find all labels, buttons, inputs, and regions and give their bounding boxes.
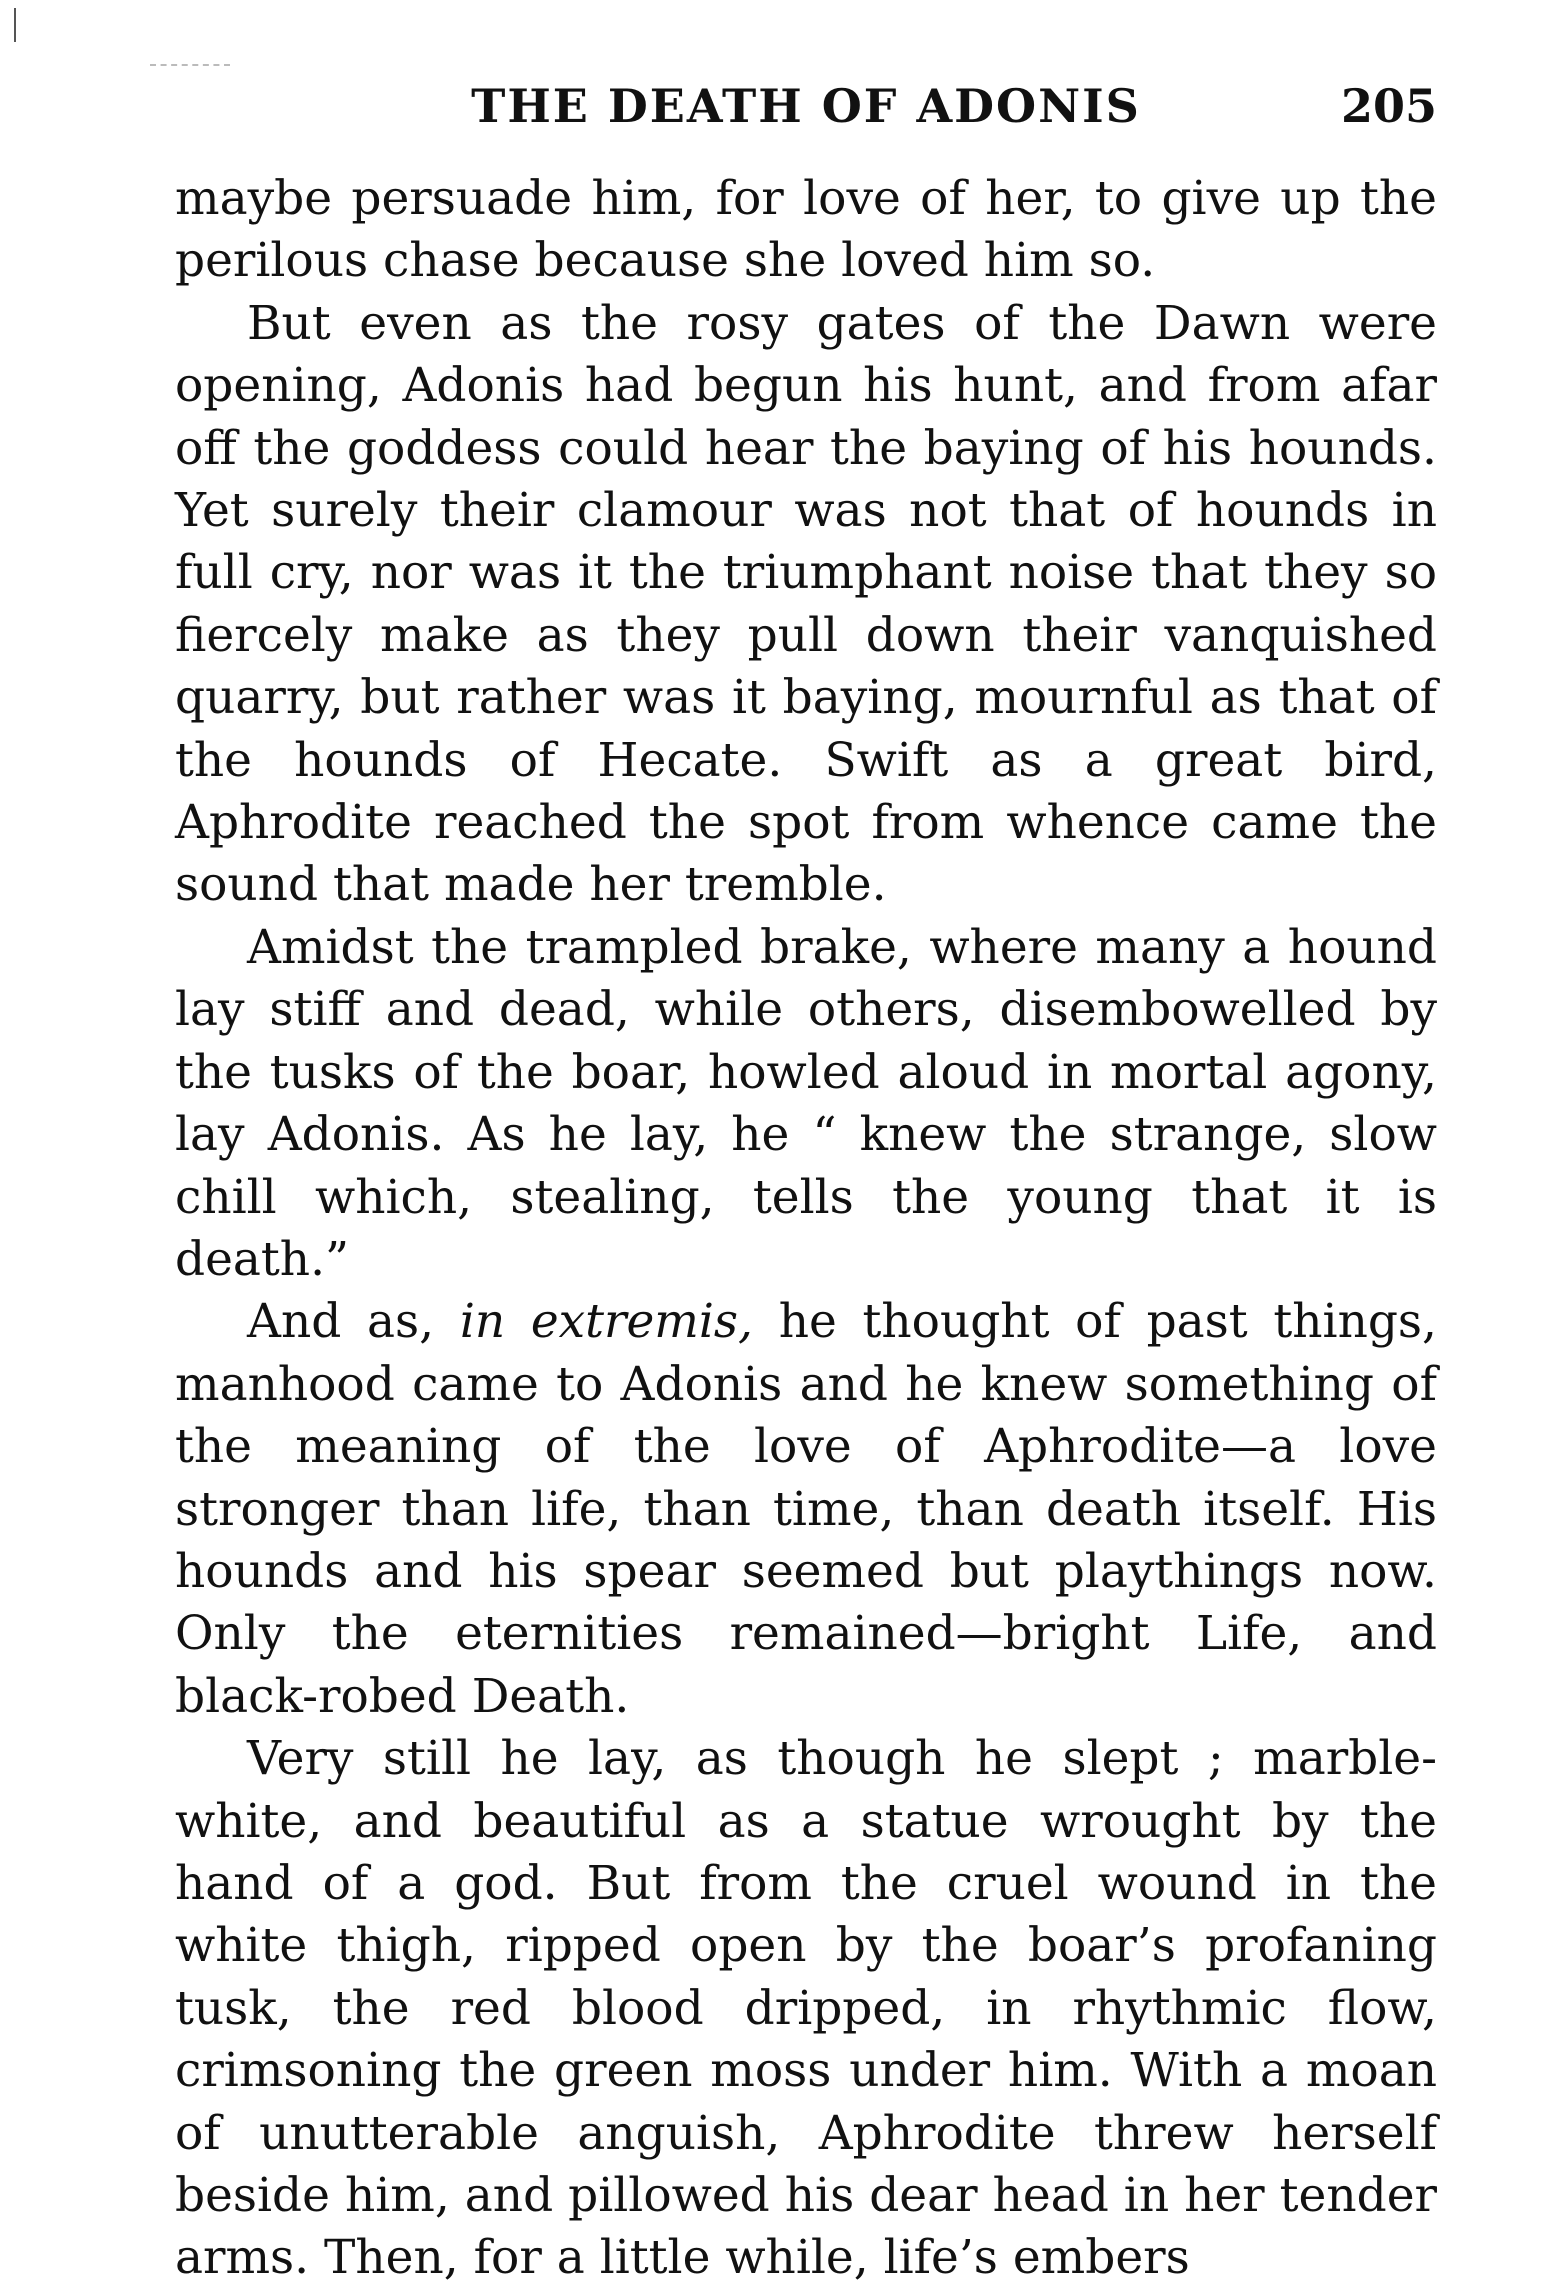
scan-artifact-dashes [150, 64, 230, 68]
body-text [175, 168, 1437, 2290]
italic-phrase: in extremis, [459, 1294, 753, 1350]
paragraph-4-start: And as, [247, 1294, 435, 1350]
paragraph-4 [175, 1291, 1437, 1728]
paragraph-5: Very still he lay, as though he slept ; marble-white, and beautiful as a statue wrought by the hand of a god. But from the cruel wound in the white thigh, ripped open by the boar’s profaning tusk, the red blood dripped, in rhythmic flow, crimsoning the green moss under him. With a moan of unutterable anguish, Aphrodite threw herself beside him, and pillowed his dear head in her tender arms. Then, for a little while, life’s embers [175, 1731, 1437, 2286]
page-number: 205 [1340, 79, 1437, 133]
paragraph-3: Amidst the trampled brake, where many a hound lay stiff and dead, while others, disembowelled by the tusks of the boar, howled aloud in mortal agony, lay Adonis. As he lay, he “ knew the strange, slow chill which, stealing, tells the young that it is death.” [175, 919, 1437, 1287]
paragraph-1: maybe persuade him, for love of her, to give up the perilous chase because she loved him so. [175, 171, 1437, 289]
paragraph-4-rest: he thought of past things, manhood came to Adonis and he knew something of the meaning of the love of Aphrodite—a love stronger than life, than time, than death itself. His hounds and his spear seemed but playthings now. Only the eternities remained—bright Life, and black-robed Death. [175, 1294, 1437, 1724]
running-title: THE DEATH OF ADONIS [471, 79, 1141, 133]
paragraph-2: But even as the rosy gates of the Dawn were opening, Adonis had begun his hunt, and from afar off the goddess could hear the baying of his hounds. Yet surely their clamour was not that of hounds in full cry, nor was it the triumphant noise that they so fiercely make as they pull down their vanquished quarry, but rather was it baying, mournful as that of the hounds of Hecate. Swift as a great bird, Aphrodite reached the spot from whence came the sound that made her tremble. [175, 295, 1437, 913]
running-header [175, 76, 1437, 136]
scan-artifact-mark [14, 8, 16, 42]
